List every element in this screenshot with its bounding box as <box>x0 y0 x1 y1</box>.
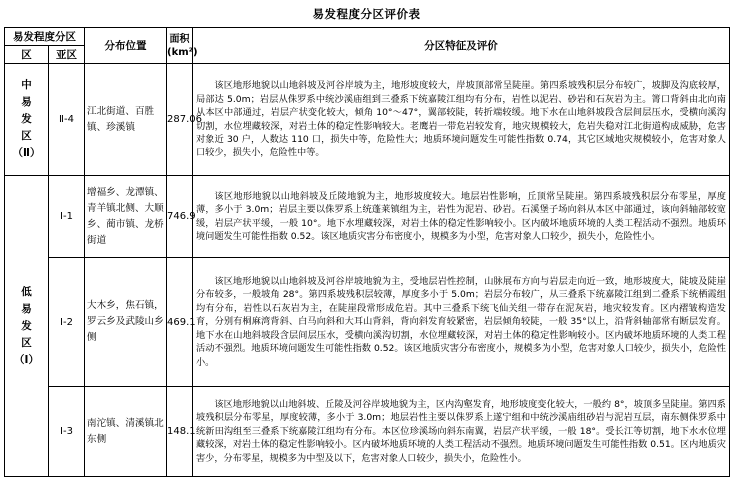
zone-char: 易 <box>21 302 32 315</box>
table-row <box>5 64 730 176</box>
subzone-cell: Ⅰ-2 <box>49 258 85 387</box>
zone-char: 发 <box>21 113 32 125</box>
header-zone-group: 易发程度分区 <box>5 28 85 46</box>
area-cell: 148.1 <box>167 387 193 477</box>
header-features: 分区特征及评价 <box>193 28 730 64</box>
header-subzone: 亚区 <box>49 46 85 64</box>
zone-char: 发 <box>21 319 32 332</box>
subzone-cell: Ⅰ-1 <box>49 176 85 258</box>
zoning-evaluation-table <box>4 27 730 477</box>
table-row <box>5 258 730 387</box>
subzone-cell: Ⅰ-3 <box>49 387 85 477</box>
table-row <box>5 387 730 477</box>
table-title: 易发程度分区评价表 <box>312 7 421 21</box>
area-cell: 746.9 <box>167 176 193 258</box>
zone-char: （Ⅰ） <box>14 353 39 366</box>
header-zone: 区 <box>5 46 49 64</box>
zone-char: 易 <box>21 96 32 108</box>
location-cell: 增福乡、龙潭镇、青羊镇北侧、大顺乡、蔺市镇、龙桥街道 <box>85 176 167 258</box>
zone-char: （Ⅱ） <box>12 147 41 159</box>
features-cell: 该区地形地貌以山地斜坡及河谷岸坡地貌为主，受地层岩性控制，山脉展布方向与岩层走向近一致，地形坡度大，陡坡及陡崖分布较多，一般坡角 28°。第四系坡残积层较薄，厚度多小于 5.0m；岩层分布较广，从三叠系下统嘉陵江组到二叠系下统栖霞组均有分布，岩性以石灰岩为主，在陡崖段常形成危岩。其中三叠系下统飞仙关组一带存在泥灰岩，地灾较发育。区内褶皱构造发育，分别有桐麻湾背斜、白马向斜和大耳山背斜，背向斜发育较紧密，岩层倾角较陡，一般 35°以上，沿背斜轴部常有断层发育。地下水在山地斜坡段含层间层压水，受横向溪沟切割，水位埋藏较深，对岩土体的稳定性影响较小。区内破坏地质环境的人类工程活动不强烈。地质环境问题发生可能性指数 0.52。该区地质灾害分布密度小，规模多为小型，危害对象人口较少，损失小，危险性小。 <box>193 258 730 387</box>
location-cell: 南沱镇、清溪镇北东侧 <box>85 387 167 477</box>
location-cell: 大木乡，焦石镇，罗云乡及武陵山乡侧 <box>85 258 167 387</box>
header-row-1 <box>5 28 730 46</box>
zone-char: 低 <box>21 285 32 298</box>
zone-low-cell <box>5 176 49 477</box>
location-cell: 江北街道、百胜镇、珍溪镇 <box>85 64 167 176</box>
features-cell: 该区地形地貌以山地斜坡、丘陵及河谷岸坡地貌为主，区内沟壑发育，地形坡度变化较大，一般约 8°，坡顶多呈陡崖。第四系坡残积层分布零星，厚度较薄，多小于 3.0m；地层岩性主要以侏罗系上遂宁组和中统沙溪庙组砂岩与泥岩互层，南东侧侏罗系中统新田沟组至三叠系下统嘉陵江组均有分布。本区位珍溪场向斜东南翼，岩层产状平缓，一般 18°。受长江等切割，地下水水位埋藏较深，对岩土体的稳定性影响较小。区内破坏地质环境的人类工程活动不强烈。地质环境问题发生可能性指数 0.51。区内地质灾害少，分布零星，规模多为中型及以下，危害对象人口较少，损失小，危险性小。 <box>193 387 730 477</box>
features-cell: 该区地形地貌以山地斜坡及河谷岸坡为主，地形坡度较大，岸坡顶部常呈陡崖。第四系坡残积层分布较广，坡脚及沟底较厚，局部达 5.0m；岩层从侏罗系中统沙溪庙组到三叠系下统嘉陵江组均有分布，岩性以泥岩、砂岩和石灰岩为主。箐口背斜由北向南从本区中部通过，岩层产状变化较大，倾角 10°～47°，翼部较陡，转折端较缓。地下水在山地斜坡段含层间层压水，受横向溪沟切割，水位埋藏较深，对岩土体的稳定性影响较大。老鹰岩一带危岩较发育，地灾规模较大，危岩失稳对江北街道构成威胁，危害对象近 30 户，人数达 110 口，损失中等，危险性大；地质环境问题发生可能性指数 0.74，其它区域地灾规模较小，危害对象人口较少，损失小，危险性中等。 <box>193 64 730 176</box>
header-location: 分布位置 <box>85 28 167 64</box>
features-cell: 该区地形地貌以山地斜坡及丘陵地貌为主，地形坡度较大。地层岩性影响，丘顶常呈陡崖。第四系坡残积层分布零星，厚度薄，多小于 3.0m；岩层主要以侏罗系上统蓬莱镇组为主，岩性为泥岩、砂岩。石溪堡子场向斜从本区中部通过，该向斜轴部较宽缓，岩层产状平缓，一般 10°。地下水埋藏较深，对岩土体的稳定性影响较小。区内破坏地质环境的人类工程活动不强烈。地质环境问题发生可能性指数 0.52。该区地质灾害分布密度小，规模多为小型，危害对象人口较少，损失小，危险性小。 <box>193 176 730 258</box>
table-row <box>5 176 730 258</box>
zone-medium-cell <box>5 64 49 176</box>
subzone-cell: Ⅱ-4 <box>49 64 85 176</box>
area-cell: 287.06 <box>167 64 193 176</box>
header-area-text: 面积(km²) <box>167 33 198 58</box>
header-area <box>167 28 198 64</box>
zone-char: 中 <box>21 79 32 91</box>
area-cell: 469.1 <box>167 258 193 387</box>
zone-char: 区 <box>21 336 32 349</box>
zone-char: 区 <box>21 130 32 142</box>
